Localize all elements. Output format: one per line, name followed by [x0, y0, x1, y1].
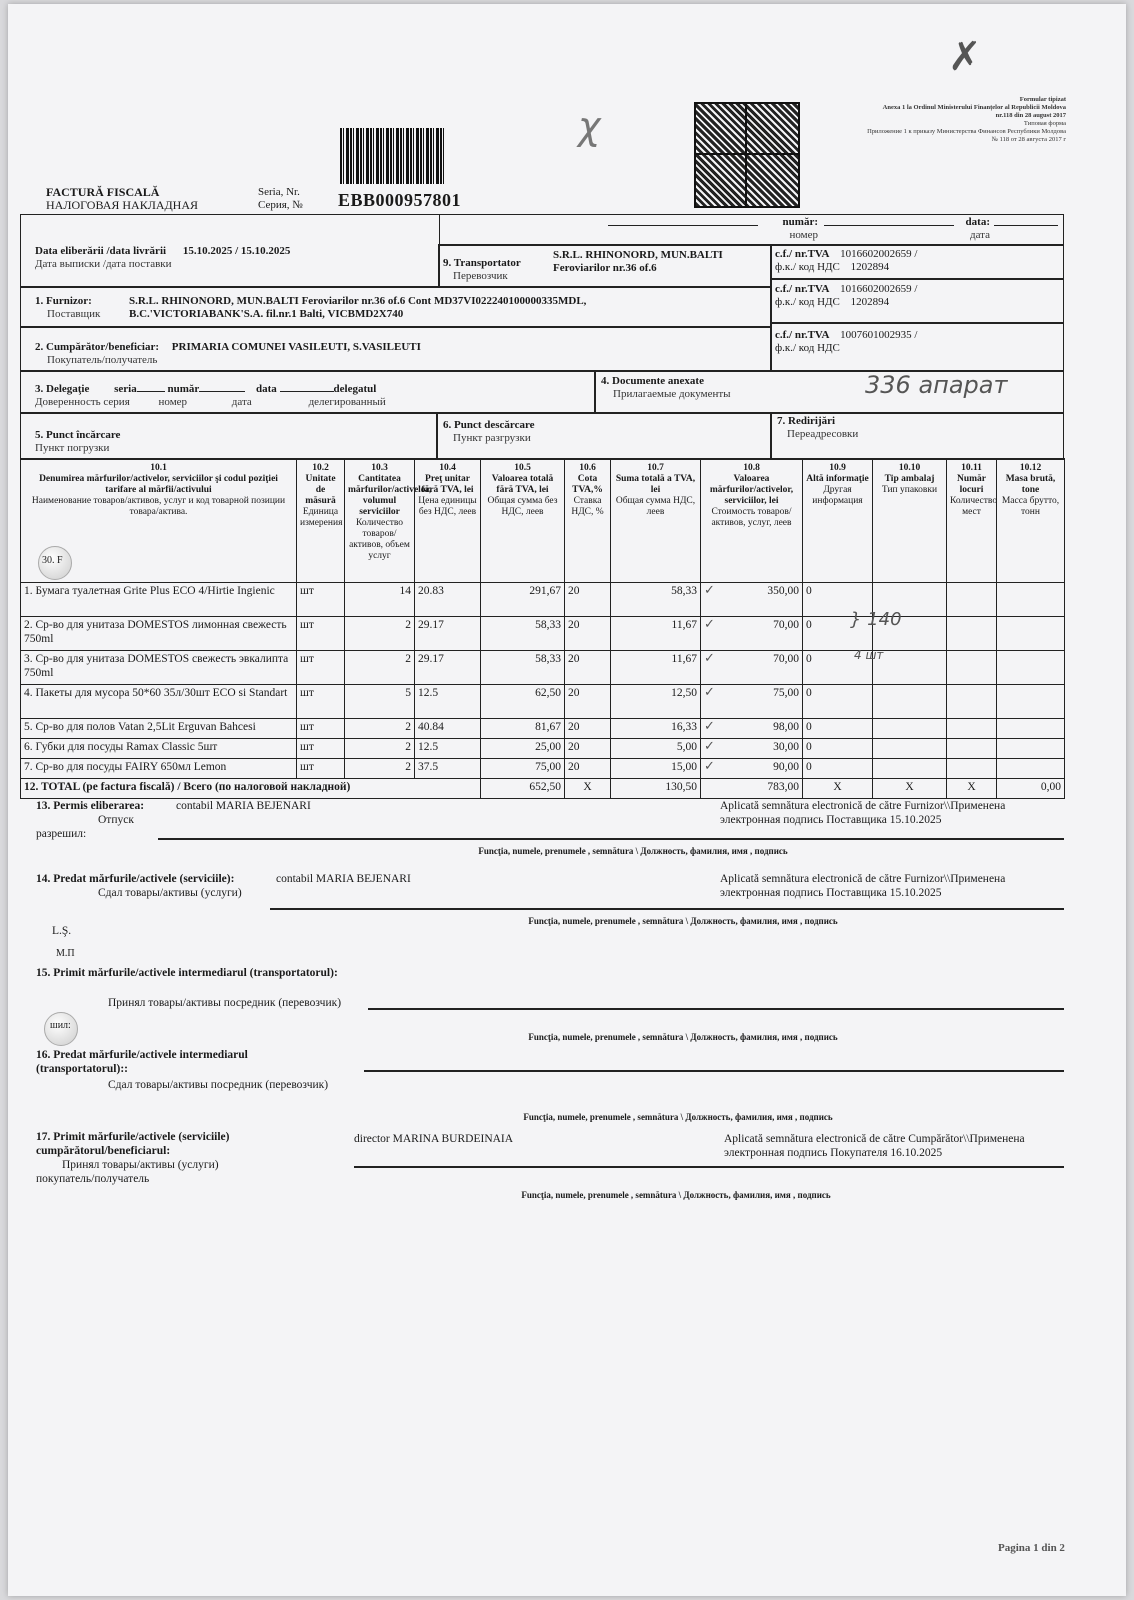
- cell-other: 0: [803, 719, 873, 739]
- cell-vat-sum: 58,33: [611, 583, 701, 617]
- column-title-ro: Tip ambalaj: [884, 474, 935, 484]
- punct-descarcare-box: [436, 412, 772, 460]
- delegatie-seria: seria: [114, 383, 137, 395]
- seria-label: [258, 186, 303, 212]
- cell-price: 20.83: [415, 583, 481, 617]
- column-title-ro: Denumirea mărfurilor/activelor, serviciilor şi codul poziţiei tarifare al mărfii/activului: [39, 474, 278, 495]
- data-label-ru: дата: [969, 229, 990, 241]
- transportator-cf: 1016602002659 /: [840, 248, 918, 260]
- cell-vat-rate: 20: [565, 651, 611, 685]
- furnizor-line1: S.R.L. RHINONORD, MUN.BALTI Feroviarilor nr.36 of.6 Cont MD37VI022240100000335MDL,: [129, 295, 587, 307]
- s13-label-ru: Отпуск: [98, 814, 134, 826]
- s13-label-ro: 13. Permis eliberarea:: [36, 800, 145, 812]
- cell-vat-sum: 12,50: [611, 685, 701, 719]
- s15-stamp-text: шил:: [50, 1020, 71, 1031]
- cell-vat-sum: 5,00: [611, 739, 701, 759]
- redirijari-label: 7. Redirijări: [777, 415, 836, 427]
- delegatie-delegatul: delegatul: [333, 383, 377, 395]
- table-row: [21, 651, 1065, 685]
- total-vat-rate: X: [565, 779, 611, 799]
- furnizor-line2: B.C.'VICTORIABANK'S.A. fil.nr.1 Balti, VICBMD2X740: [129, 308, 404, 320]
- s14-label-ru: Сдал товары/активы (услуги): [98, 887, 242, 899]
- cell-qty: 14: [345, 583, 415, 617]
- cell-price: 40.84: [415, 719, 481, 739]
- transportator-label: 9. Transportator: [443, 257, 521, 269]
- func-caption: Funcţia, numele, prenumele , semnătura \ Должность, фамилия, имя , подпись: [528, 916, 838, 926]
- cell-mass: [997, 617, 1065, 651]
- handwritten-check-icon: ✓: [704, 685, 715, 700]
- qr-code-icon: [694, 102, 800, 208]
- cell-price: 12.5: [415, 739, 481, 759]
- column-header-10-10: [873, 459, 947, 583]
- handwritten-check-icon: ✓: [704, 651, 715, 666]
- cumparator-box: [20, 326, 772, 372]
- cell-vat-rate: 20: [565, 583, 611, 617]
- column-header-10-9: [803, 459, 873, 583]
- column-header-10-4: [415, 459, 481, 583]
- cell-total: [701, 719, 803, 739]
- column-title-ru: Наименование товаров/активов, услуг и код товарной позиции товара/актива.: [31, 496, 286, 517]
- cell-vat-sum: 11,67: [611, 617, 701, 651]
- s15-label-ru: Принял товары/активы посредник (перевозчик): [108, 997, 342, 1009]
- cell-unit: шт: [297, 739, 345, 759]
- cell-total-no-vat: 75,00: [481, 759, 565, 779]
- documente-box: [594, 370, 1064, 414]
- total-other: X: [803, 779, 873, 799]
- numar-data-box: [438, 214, 1064, 246]
- cell-name: 1. Бумага туалетная Grite Plus ECO 4/Hirtie Ingienic: [21, 583, 297, 617]
- formular-line: nr.118 din 28 august 2017: [995, 112, 1066, 119]
- section-13-label: [36, 799, 144, 841]
- s14-name: contabil MARIA BEJENARI: [276, 873, 411, 885]
- barcode-icon: [340, 128, 446, 184]
- s13-esign: [720, 799, 1005, 827]
- column-title-ru: Ставка НДС, %: [571, 496, 604, 517]
- punct-incarcare-label: 5. Punct încărcare: [35, 429, 121, 441]
- formular-line: Типовая форма: [1023, 120, 1066, 127]
- cell-total-value: 350,00: [767, 585, 799, 597]
- table-row: [21, 685, 1065, 719]
- total-places: X: [947, 779, 997, 799]
- delegatie-box: [20, 370, 596, 414]
- cumparator-cf-box: [770, 322, 1064, 372]
- cell-total: [701, 739, 803, 759]
- cell-name: 5. Ср-во для полов Vatan 2,5Lit Erguvan Bahcesi: [21, 719, 297, 739]
- column-number: 10.9: [829, 463, 846, 473]
- invoice-page: [8, 4, 1126, 1596]
- cell-other: 0: [803, 583, 873, 617]
- cf-label: c.f./ nr.TVA: [775, 248, 830, 260]
- cf-label-ru: ф.к./ код НДС: [775, 296, 840, 308]
- cell-pack: [873, 739, 947, 759]
- column-header-10-11: [947, 459, 997, 583]
- cell-mass: [997, 583, 1065, 617]
- cell-name: 3. Ср-во для унитаза DOMESTOS свежесть эвкалипта 750ml: [21, 651, 297, 685]
- delegatie-data: data: [256, 383, 277, 395]
- cell-price: 29.17: [415, 651, 481, 685]
- document-title: [46, 186, 198, 212]
- delegatie-numar-ru: номер: [158, 396, 188, 408]
- total-total-no-vat: 652,50: [481, 779, 565, 799]
- cell-qty: 2: [345, 651, 415, 685]
- handwritten-check-icon: ✓: [704, 759, 715, 774]
- punct-incarcare-box: [20, 412, 438, 460]
- seria-label-ru: Серия, №: [258, 199, 303, 211]
- s17-label-ru1: Принял товары/активы (услуги): [62, 1159, 219, 1171]
- numar-label: număr:: [782, 216, 818, 228]
- section-16-label: [36, 1048, 248, 1076]
- table-row: [21, 719, 1065, 739]
- handwritten-x-mark: χ: [578, 104, 601, 148]
- cell-pack: [873, 759, 947, 779]
- handwritten-check-mark: ✗: [948, 34, 982, 80]
- column-number: 10.6: [579, 463, 596, 473]
- cell-unit: шт: [297, 583, 345, 617]
- cell-vat-sum: 16,33: [611, 719, 701, 739]
- s17-name: director MARINA BURDEINAIA: [354, 1133, 514, 1145]
- cell-name: 2. Ср-во для унитаза DOMESTOS лимонная свежесть 750ml: [21, 617, 297, 651]
- handwritten-note-qty: } 140: [850, 609, 902, 630]
- cell-mass: [997, 685, 1065, 719]
- column-header-10-12: [997, 459, 1065, 583]
- cell-qty: 2: [345, 617, 415, 651]
- cf-label-ru: ф.к./ код НДС: [775, 261, 840, 273]
- furnizor-cf-box: [770, 278, 1064, 324]
- formular-line: Anexa 1 la Ordinul Ministerului Finanțelor al Republicii Moldova: [882, 104, 1066, 111]
- transportator-label-ru: Перевозчик: [453, 270, 508, 282]
- cell-mass: [997, 719, 1065, 739]
- s17-esign-line2: электронная подпись Покупателя 16.10.2025: [724, 1147, 943, 1159]
- formular-line: № 118 от 28 августа 2017 г: [991, 136, 1066, 143]
- total-label: 12. TOTAL (pe factura fiscală) / Всего (по налоговой накладной): [21, 779, 481, 799]
- formular-line: Formular tipizat: [1019, 96, 1066, 103]
- cell-other: 0: [803, 651, 873, 685]
- invoice-number: EBB000957801: [338, 190, 462, 210]
- cell-pack: [873, 685, 947, 719]
- cell-places: [947, 651, 997, 685]
- column-title-ru: Тип упаковки: [881, 485, 938, 495]
- cell-vat-rate: 20: [565, 685, 611, 719]
- redirijari-box: [770, 412, 1064, 460]
- cell-name: 4. Пакеты для мусора 50*60 35л/30шт ECO si Standart: [21, 685, 297, 719]
- cell-qty: 2: [345, 759, 415, 779]
- cell-total: [701, 759, 803, 779]
- cell-vat-sum: 15,00: [611, 759, 701, 779]
- func-caption: Funcţia, numele, prenumele , semnătura \ Должность, фамилия, имя , подпись: [523, 1112, 833, 1122]
- column-title-ru: Общая сумма НДС, леев: [615, 496, 696, 517]
- cell-total-no-vat: 291,67: [481, 583, 565, 617]
- cell-unit: шт: [297, 617, 345, 651]
- func-caption: Funcţia, numele, prenumele , semnătura \ Должность, фамилия, имя , подпись: [528, 1032, 838, 1042]
- total-pack: X: [873, 779, 947, 799]
- cell-vat-rate: 20: [565, 759, 611, 779]
- column-title-ro: Cantitatea mărfurilor/activelor, volumul serviciilor: [348, 474, 432, 517]
- data-label: data:: [965, 216, 990, 228]
- s15-signature-line: [368, 1008, 1064, 1010]
- cell-vat-rate: 20: [565, 719, 611, 739]
- s13-esign-line2: электронная подпись Поставщика 15.10.2025: [720, 814, 942, 826]
- cell-places: [947, 759, 997, 779]
- stamp-text: 30. F: [42, 555, 63, 566]
- cell-unit: шт: [297, 719, 345, 739]
- cell-vat-rate: 20: [565, 617, 611, 651]
- cell-mass: [997, 739, 1065, 759]
- table-row: [21, 583, 1065, 617]
- cell-total-value: 30,00: [773, 741, 799, 753]
- column-title-ru: Количество мест: [950, 496, 998, 517]
- column-number: 10.12: [1019, 463, 1042, 473]
- column-number: 10.8: [743, 463, 760, 473]
- cf-label: c.f./ nr.TVA: [775, 283, 830, 295]
- numar-label-ru: номер: [789, 229, 818, 241]
- column-title-ro: Altă informaţie: [806, 474, 869, 484]
- cell-total-no-vat: 58,33: [481, 651, 565, 685]
- column-number: 10.7: [647, 463, 664, 473]
- s13-signature-line: [158, 838, 1064, 840]
- delegatie-numar: număr: [167, 383, 200, 395]
- redirijari-label-ru: Переадресовки: [787, 428, 859, 440]
- cumparator-label-ru: Покупатель/получатель: [47, 354, 158, 366]
- handwritten-check-icon: ✓: [704, 617, 715, 632]
- total-row: [21, 779, 1065, 799]
- s16-label-ro2: (transportatorul)::: [36, 1063, 128, 1075]
- cell-total: [701, 583, 803, 617]
- formular-line: Приложение 1 к приказу Министерства Финансов Республики Молдова: [867, 128, 1066, 135]
- func-caption: Funcţia, numele, prenumele , semnătura \ Должность, фамилия, имя , подпись: [478, 846, 788, 856]
- cell-total-value: 90,00: [773, 761, 799, 773]
- column-title-ru: Общая сумма без НДС, леев: [487, 496, 558, 517]
- column-title-ru: Единица измерения: [300, 507, 343, 528]
- delegatie-delegatul-ru: делегированный: [308, 396, 386, 408]
- s16-label-ru: Сдал товары/активы посредник (перевозчик): [108, 1079, 329, 1091]
- column-title-ro: Valoarea totală fără TVA, lei: [491, 474, 554, 495]
- cell-qty: 2: [345, 739, 415, 759]
- column-title-ru: Цена единицы без НДС, леев: [418, 496, 477, 517]
- s17-signature-line: [354, 1166, 1064, 1168]
- cell-qty: 2: [345, 719, 415, 739]
- section-17-label: [36, 1130, 230, 1186]
- column-header-10-5: [481, 459, 565, 583]
- table-row: [21, 759, 1065, 779]
- s13-esign-line1: Aplicată semnătura electronică de către Furnizor\\Применена: [720, 800, 1006, 812]
- delegatie-seria-ru: серия: [103, 396, 130, 408]
- s13-name: contabil MARIA BEJENARI: [176, 800, 311, 812]
- documente-label: 4. Documente anexate: [601, 375, 704, 387]
- total-mass: 0,00: [997, 779, 1065, 799]
- table-row: [21, 617, 1065, 651]
- transportator-address: Feroviarilor nr.36 of.6: [553, 262, 657, 274]
- cell-other: 0: [803, 617, 873, 651]
- s13-label-ru2: разрешил:: [36, 828, 87, 840]
- transportator-box: [438, 244, 772, 288]
- furnizor-label: 1. Furnizor:: [35, 295, 92, 307]
- punct-descarcare-label-ru: Пункт разгрузки: [453, 432, 531, 444]
- column-number: 10.10: [898, 463, 921, 473]
- handwritten-check-icon: ✓: [704, 719, 715, 734]
- cell-pack: [873, 651, 947, 685]
- handwritten-documente-note: 336 апарат: [865, 371, 1008, 399]
- furnizor-cf: 1016602002659 /: [840, 283, 918, 295]
- transportator-name: S.R.L. RHINONORD, MUN.BALTI: [553, 249, 723, 261]
- column-header-10-7: [611, 459, 701, 583]
- cell-total-no-vat: 58,33: [481, 617, 565, 651]
- dates-label-ru: Дата выписки /дата поставки: [35, 258, 172, 270]
- cell-places: [947, 583, 997, 617]
- delegatie-label: 3. Delegaţie: [35, 383, 90, 395]
- column-title-ro: Suma totală a TVA, lei: [615, 474, 696, 495]
- table-row: [21, 739, 1065, 759]
- cell-places: [947, 739, 997, 759]
- transportator-cf-box: [770, 244, 1064, 280]
- column-title-ro: Număr locuri: [956, 474, 987, 495]
- cell-name: 6. Губки для посуды Ramax Classic 5шт: [21, 739, 297, 759]
- s16-label-ro1: 16. Predat mărfurile/activele intermediarul: [36, 1049, 248, 1061]
- column-number: 10.4: [439, 463, 456, 473]
- title-ro: FACTURĂ FISCALĂ: [46, 185, 160, 199]
- s17-esign: [724, 1132, 1025, 1160]
- cell-pack: [873, 719, 947, 739]
- column-number: 10.1: [150, 463, 167, 473]
- column-title-ru: Другая информация: [812, 485, 863, 506]
- column-title-ru: Стоимость товаров/активов, услуг, леев: [711, 507, 792, 528]
- cell-total-value: 70,00: [773, 653, 799, 665]
- page-number: Pagina 1 din 2: [998, 1542, 1065, 1554]
- total-vat-sum: 130,50: [611, 779, 701, 799]
- handwritten-note-pieces: 4 шт: [854, 648, 884, 662]
- punct-incarcare-label-ru: Пункт погрузки: [35, 442, 110, 454]
- cumparator-name: PRIMARIA COMUNEI VASILEUTI, S.VASILEUTI: [171, 341, 421, 353]
- cell-other: 0: [803, 739, 873, 759]
- cf-label-ru: ф.к./ код НДС: [775, 342, 840, 354]
- ls-label: L.Ş.: [52, 925, 72, 937]
- cell-total: [701, 617, 803, 651]
- cell-price: 12.5: [415, 685, 481, 719]
- s17-label-ro1: 17. Primit mărfurile/activele (serviciile): [36, 1131, 230, 1143]
- handwritten-check-icon: ✓: [704, 583, 715, 598]
- seria-label-ro: Seria, Nr.: [258, 186, 300, 198]
- delegatie-data-ru: дата: [231, 396, 252, 408]
- cell-total: [701, 651, 803, 685]
- furnizor-label-ru: Поставщик: [47, 308, 101, 320]
- documente-label-ru: Прилагаемые документы: [613, 388, 731, 400]
- furnizor-box: [20, 286, 772, 328]
- s16-signature-line: [364, 1070, 1064, 1072]
- s17-esign-line1: Aplicată semnătura electronică de către Cumpărător\\Применена: [724, 1133, 1025, 1145]
- furnizor-tva: 1202894: [850, 296, 890, 308]
- column-number: 10.5: [514, 463, 531, 473]
- column-title-ro: Valoarea mărfurilor/activelor, serviciilor, lei: [709, 474, 794, 506]
- column-title-ro: Preţ unitar fără TVA, lei: [421, 474, 474, 495]
- cell-total-no-vat: 25,00: [481, 739, 565, 759]
- cell-total-no-vat: 62,50: [481, 685, 565, 719]
- dates-box: [20, 214, 440, 288]
- s14-label-ro: 14. Predat mărfurile/activele (serviciile):: [36, 873, 235, 885]
- column-title-ro: Masa brută, tone: [1005, 474, 1056, 495]
- mp-label: М.П: [56, 948, 75, 959]
- cell-price: 29.17: [415, 617, 481, 651]
- column-number: 10.2: [312, 463, 329, 473]
- column-title-ro: Cota TVA,%: [572, 474, 603, 495]
- punct-descarcare-label: 6. Punct descărcare: [443, 419, 535, 431]
- s14-esign-line2: электронная подпись Поставщика 15.10.2025: [720, 887, 942, 899]
- cell-qty: 5: [345, 685, 415, 719]
- cell-total: [701, 685, 803, 719]
- cell-unit: шт: [297, 759, 345, 779]
- cell-total-no-vat: 81,67: [481, 719, 565, 739]
- s17-label-ro2: cumpărătorul/beneficiarul:: [36, 1145, 171, 1157]
- delegatie-label-ru: Доверенность: [35, 396, 101, 408]
- column-header-10-6: [565, 459, 611, 583]
- cell-vat-sum: 11,67: [611, 651, 701, 685]
- cell-unit: шт: [297, 685, 345, 719]
- cell-mass: [997, 651, 1065, 685]
- column-header-10-3: [345, 459, 432, 583]
- cf-label: c.f./ nr.TVA: [775, 329, 830, 341]
- cell-total-value: 98,00: [773, 721, 799, 733]
- dates-value: 15.10.2025 / 15.10.2025: [182, 245, 291, 257]
- cell-vat-rate: 20: [565, 739, 611, 759]
- cell-name: 7. Ср-во для посуды FAIRY 650мл Lemon: [21, 759, 297, 779]
- title-ru: НАЛОГОВАЯ НАКЛАДНАЯ: [46, 198, 199, 212]
- cell-mass: [997, 759, 1065, 779]
- cumparator-cf: 1007601002935 /: [840, 329, 918, 341]
- table-header-row: [21, 459, 1065, 583]
- dates-label: Data eliberării /data livrării: [35, 245, 167, 257]
- column-title-ru: Количество товаров/активов, объем услуг: [349, 518, 410, 561]
- cell-total-value: 75,00: [773, 687, 799, 699]
- s14-esign-line1: Aplicată semnătura electronică de către Furnizor\\Применена: [720, 873, 1006, 885]
- transportator-tva: 1202894: [850, 261, 890, 273]
- total-total: 783,00: [701, 779, 803, 799]
- column-title-ru: Масса брутто, тонн: [1001, 496, 1060, 517]
- cell-unit: шт: [297, 651, 345, 685]
- handwritten-check-icon: ✓: [704, 739, 715, 754]
- cell-places: [947, 719, 997, 739]
- s17-label-ru2: покупатель/получатель: [36, 1173, 150, 1185]
- cell-other: 0: [803, 685, 873, 719]
- s14-signature-line: [270, 908, 1064, 910]
- column-header-10-8: [701, 459, 803, 583]
- items-table: [20, 458, 1065, 799]
- s14-esign: [720, 872, 1005, 900]
- cell-places: [947, 617, 997, 651]
- column-number: 10.3: [371, 463, 388, 473]
- func-caption: Funcţia, numele, prenumele , semnătura \ Должность, фамилия, имя , подпись: [521, 1190, 831, 1200]
- cell-other: 0: [803, 759, 873, 779]
- column-number: 10.11: [961, 463, 982, 473]
- cell-price: 37.5: [415, 759, 481, 779]
- cumparator-label: 2. Cumpărător/beneficiar:: [35, 341, 160, 353]
- cell-total-value: 70,00: [773, 619, 799, 631]
- column-header-10-2: [297, 459, 345, 583]
- formular-tipizat-note: [867, 96, 1066, 144]
- column-title-ro: Unitate de măsură: [305, 474, 336, 506]
- s15-label-ro: 15. Primit mărfurile/activele intermediarul (transportatorul):: [36, 967, 338, 979]
- cell-places: [947, 685, 997, 719]
- section-14-label: [36, 872, 242, 900]
